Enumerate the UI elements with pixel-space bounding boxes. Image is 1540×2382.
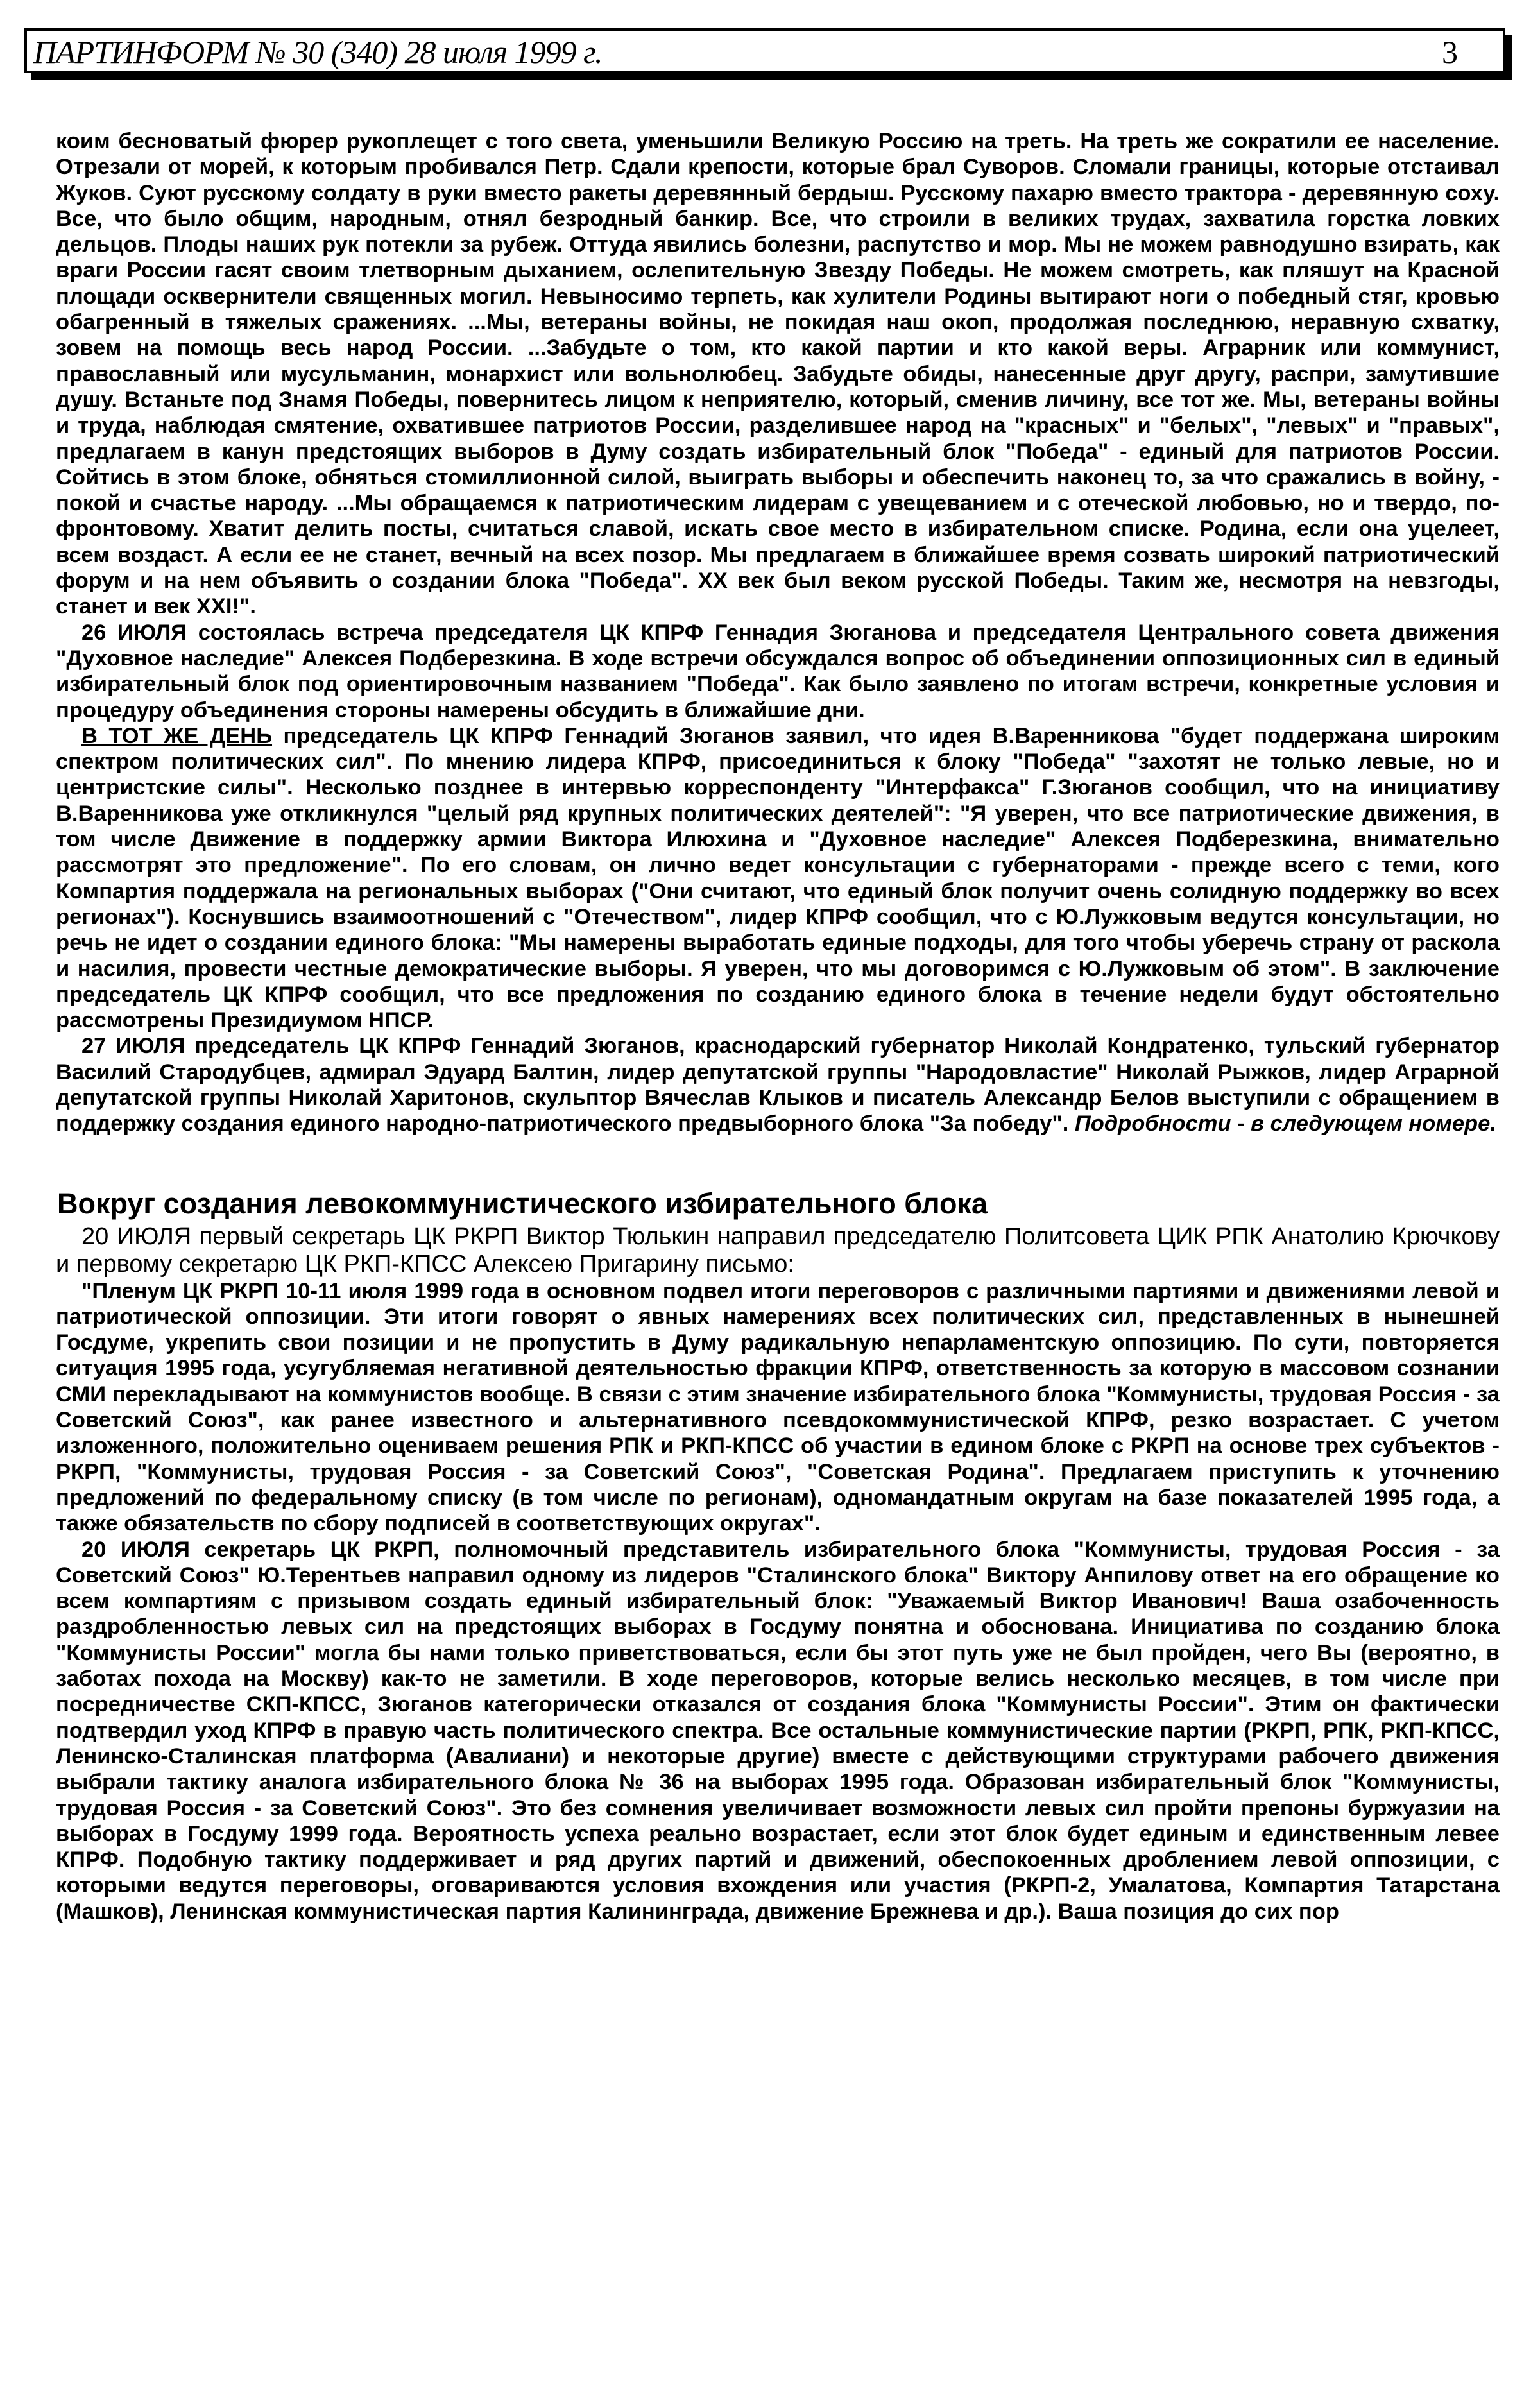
paragraph-lead: В ТОТ ЖЕ ДЕНЬ xyxy=(81,723,273,748)
page-number: 3 xyxy=(1442,34,1458,70)
paragraph-july-27 xyxy=(56,1033,1500,1136)
masthead xyxy=(24,28,1505,73)
publication-title: ПАРТИНФОРМ № 30 (340) 28 июля 1999 г. xyxy=(33,34,603,70)
paragraph-same-day xyxy=(56,723,1500,1034)
paragraph-reply-anpilov: 20 ИЮЛЯ секретарь ЦК РКРП, полномочный представитель избирательного блока "Коммунисты, трудовая Россия - за Советский Союз" Ю.Терентьев направил одному из лидеров "Сталинского блока" Виктору Анпилову ответ на его обращение ко всем компартиям с призывом создать единый избирательный блок: "Уважаемый Виктор Иванович! Ваша озабоченность раздробленностью левых сил на предстоящих выборах в Госдуму понятна и обоснована. Инициатива по созданию блока "Коммунисты России" могла бы нами только приветствоваться, если бы этот путь уже не был пройден, чего Вы (вероятно, в заботах похода на Москву) как-то не заметили. В ходе переговоров, которые велись несколько месяцев, в том числе при посредничестве СКП-КПСС, Зюганов категорически отказался от создания блока "Коммунисты России". Этим он фактически подтвердил уход КПРФ в правую часть политического спектра. Все остальные коммунистические партии (РКРП, РПК, РКП-КПСС, Ленинско-Сталинская платформа (Авалиани) и некоторые другие) вместе с действующими структурами рабочего движения выбрали тактику аналога избирательного блока № 36 на выборах 1995 года. Образован избирательный блок "Коммунисты, трудовая Россия - за Советский Союз". Это без сомнения увеличивает возможности левых сил пройти препоны буржуазии на выборах в Госдуму 1999 года. Вероятность успеха реально возрастает, если этот блок будет единым и единственным левее КПРФ. Подобную тактику поддерживает и ряд других партий и движений, обеспокоенных дроблением левой оппозиции, с которыми ведутся переговоры, оговариваются условия вхождения или участия (РКРП-2, Умалатова, Компартия Татарстана (Машков), Ленинская коммунистическая партия Калининграда, движение Брежнева и др.). Ваша позиция до сих пор xyxy=(56,1537,1500,1924)
paragraph-text: 27 ИЮЛЯ председатель ЦК КПРФ Геннадий Зюганов, краснодарский губернатор Николай Кондратенко, тульский губернатор Василий Стародубцев, адмирал Эдуард Балтин, лидер депутатской группы "Народовластие" Николай Рыжков, лидер Аграрной депутатской группы Николай Харитонов, скульптор Вячеслав Клыков и писатель Александр Белов выступили с обращением в поддержку создания единого народно-патриотического предвыборного блока "За победу". xyxy=(56,1034,1500,1136)
paragraph-italic-note: Подробности - в следующем номере. xyxy=(1074,1111,1496,1136)
paragraph-letter-intro: 20 ИЮЛЯ первый секретарь ЦК РКРП Виктор Тюлькин направил председателю Политсовета ЦИК РПК Анатолию Крючкову и первому секретарю ЦК РКП-КПСС Алексею Пригарину письмо: xyxy=(56,1222,1500,1278)
paragraph-letter-quote: "Пленум ЦК РКРП 10-11 июля 1999 года в основном подвел итоги переговоров с различными партиями и движениями левой и патриотической оппозиции. Эти итоги говорят о явных намерениях всех политических сил, представленных в нынешней Госдуме, укрепить свои позиции и не пропустить в Думу радикальную непарламентскую оппозицию. По сути, повторяется ситуация 1995 года, усугубляемая негативной деятельностью фракции КПРФ, ответственность за которую в массовом сознании СМИ перекладывают на коммунистов вообще. В связи с этим значение избирательного блока "Коммунисты, трудовая Россия - за Советский Союз", как ранее известного и альтернативного псевдокоммунистической КПРФ, резко возрастает. С учетом изложенного, положительно оцениваем решения РПК и РКП-КПСС об участии в едином блоке с РКРП на основе трех субъектов - РКРП, "Коммунисты, трудовая Россия - за Советский Союз", "Советская Родина". Предлагаем приступить к уточнению предложений по федеральному списку (в том числе по регионам), одномандатным округам на базе показателей 1995 года, а также обязательств по сбору подписей в соответствующих округах". xyxy=(56,1278,1500,1536)
article-body xyxy=(56,128,1500,1924)
paragraph-appeal-continuation: коим бесноватый фюрер рукоплещет с того света, уменьшили Великую Россию на треть. На треть же сократили ее население. Отрезали от морей, к которым пробивался Петр. Сдали крепости, которые брал Суворов. Сломали границы, которые отстаивал Жуков. Суют русскому солдату в руки вместо ракеты деревянный бердыш. Русскому пахарю вместо трактора - деревянную соху. Все, что было общим, народным, отнял безродный банкир. Все, что строили в великих трудах, захватила горстка ловких дельцов. Плоды наших рук потекли за рубеж. Оттуда явились болезни, распутство и мор. Мы не можем равнодушно взирать, как враги России гасят своим тлетворным дыханием, ослепительную Звезду Победы. Не можем смотреть, как пляшут на Красной площади осквернители священных могил. Невыносимо терпеть, как хулители Родины вытирают ноги о победный стяг, кровью обагренный в тяжелых сражениях. ...Мы, ветераны войны, не покидая наш окоп, продолжая последнюю, неравную схватку, зовем на помощь весь народ России. ...Забудьте о том, кто какой партии и кто какой веры. Аграрник или коммунист, православный или мусульманин, монархист или вольнолюбец. Забудьте обиды, нанесенные друг другу, распри, замутившие душу. Встаньте под Знамя Победы, повернитесь лицом к неприятелю, который, сменив личину, все тот же. Мы, ветераны войны и труда, наблюдая смятение, охватившее патриотов России, разделившее народ на "красных" и "белых", "левых" и "правых", предлагаем в канун предстоящих выборов в Думу создать избирательный блок "Победа" - единый для патриотов России. Сойтись в этом блоке, обняться стомиллионной силой, выиграть выборы и обеспечить наконец то, за что сражались в войну, - покой и счастье народу. ...Мы обращаемся к патриотическим лидерам с увещеванием и с отеческой любовью, но и твердо, по-фронтовому. Хватит делить посты, считаться славой, искать свое место в избирательном списке. Родина, если она уцелеет, всем воздаст. А если ее не станет, вечный на всех позор. Мы предлагаем в ближайшее время созвать широкий патриотический форум и на нем объявить о создании блока "Победа". XX век был веком русской Победы. Таким же, несмотря на невзгоды, станет и век XXI!". xyxy=(56,129,1500,619)
section-heading: Вокруг создания левокоммунистического избирательного блока xyxy=(57,1187,988,1220)
paragraph-july-26: 26 ИЮЛЯ состоялась встреча председателя ЦК КПРФ Геннадия Зюганова и председателя Центрального совета движения "Духовное наследие" Алексея Подберезкина. В ходе встречи обсуждался вопрос об объединении оппозиционных сил в единый избирательный блок под ориентировочным названием "Победа". Как было заявлено по итогам встречи, конкретные условия и процедуру объединения стороны намерены обсудить в ближайшие дни. xyxy=(56,620,1500,723)
paragraph-text: председатель ЦК КПРФ Геннадий Зюганов заявил, что идея В.Варенникова "будет поддержана широким спектром политических сил". По мнению лидера КПРФ, присоединиться к блоку "Победа" "захотят не только левые, но и центристские силы". Несколько позднее в интервью корреспонденту "Интерфакса" Г.Зюганов сообщил, что на инициативу В.Варенникова уже откликнулся "целый ряд крупных политических деятелей": "Я уверен, что все патриотические движения, в том числе Движение в поддержку армии Виктора Илюхина и "Духовное наследие" Алексея Подберезкина, внимательно рассмотрят это предложение". По его словам, он лично ведет консультации с губернаторами - прежде всего с теми, кого Компартия поддержала на региональных выборах ("Они считают, что единый блок получит очень солидную поддержку во всех регионах"). Коснувшись взаимоотношений с "Отечеством", лидер КПРФ сообщил, что с Ю.Лужковым ведутся консультации, но речь не идет о создании единого блока: "Мы намерены выработать единые подходы, для того чтобы уберечь страну от раскола и насилия, провести честные демократические выборы. Я уверен, что мы договоримся с Ю.Лужковым об этом". В заключение председатель ЦК КПРФ сообщил, что все предложения по созданию единого блока в течение недели будут обстоятельно рассмотрены Президиумом НПСР. xyxy=(56,723,1500,1033)
